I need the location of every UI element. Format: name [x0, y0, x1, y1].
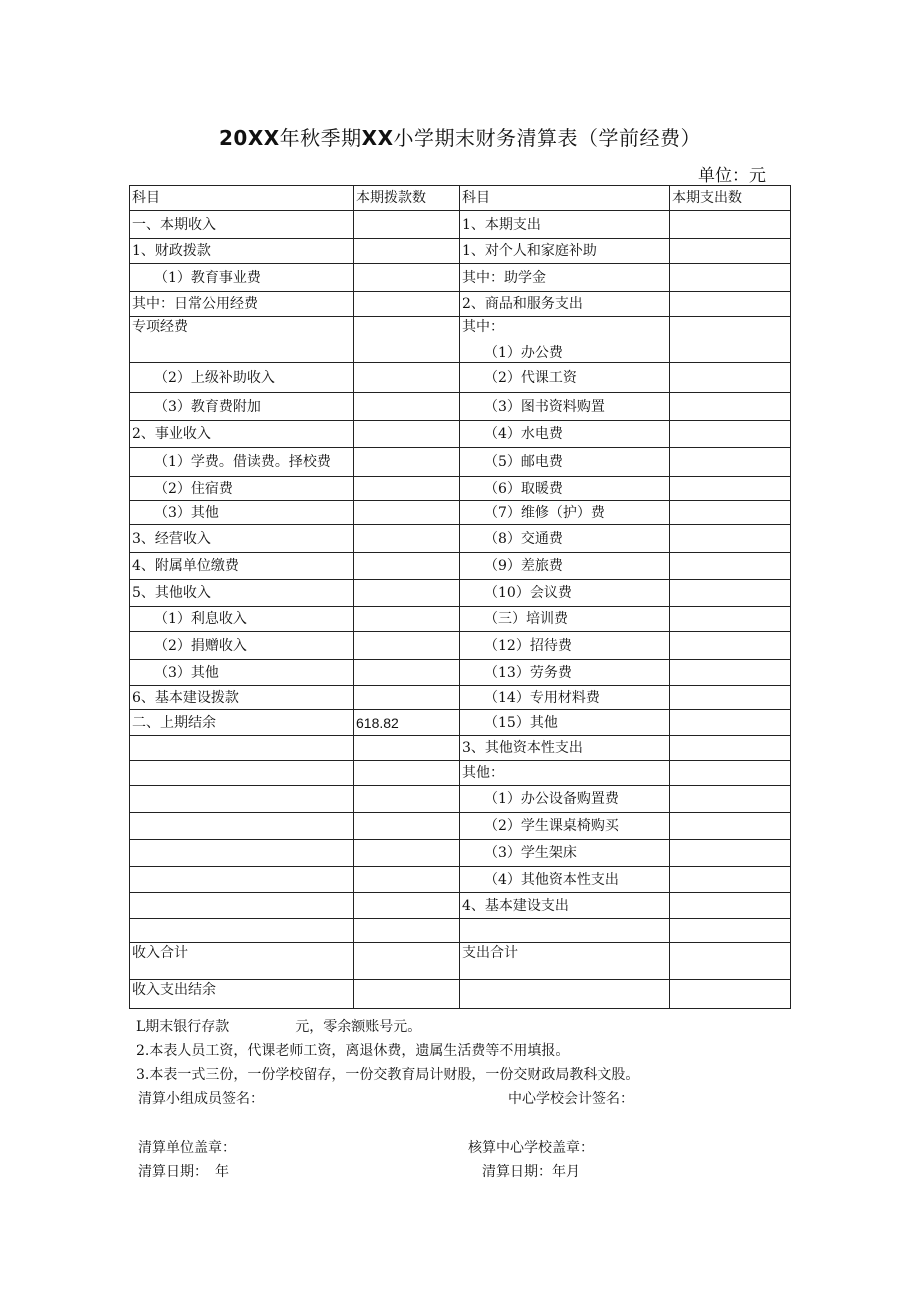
income-subject: （2）上级补助收入 [154, 369, 275, 386]
income-subject-cell [130, 239, 354, 264]
table-row [130, 736, 791, 761]
income-subject: 其中：日常公用经费 [132, 296, 258, 312]
table-row [130, 761, 791, 786]
seal-center: 核算中心学校盖章： [468, 1140, 594, 1156]
income-subject: 一、本期收入 [132, 216, 216, 233]
title-part2: 小学期末财务清算表（学前经费） [393, 126, 701, 150]
income-subject-cell [130, 867, 354, 893]
allocation-amount [354, 553, 460, 580]
unit-label: 单位：元 [698, 166, 766, 186]
income-subject-cell [130, 448, 354, 477]
table-row [130, 211, 791, 239]
expenditure-amount [670, 786, 791, 813]
header-expenditure: 本期支出数 [670, 186, 791, 211]
expenditure-amount [670, 919, 791, 943]
income-subject: 收入支出结余 [132, 982, 216, 998]
expenditure-amount [670, 317, 791, 363]
table-row [130, 501, 791, 525]
expenditure-amount [670, 736, 791, 761]
income-subject-cell [130, 813, 354, 840]
allocation-amount [354, 607, 460, 632]
table-row [130, 292, 791, 317]
expense-subject: 1、本期支出 [462, 216, 541, 233]
income-subject-cell [130, 525, 354, 553]
income-subject-cell [130, 607, 354, 632]
expense-subject: （6）取暖费 [484, 480, 563, 497]
title-school: XX [361, 126, 394, 150]
expense-subject: （8）交通费 [484, 530, 563, 547]
expenditure-amount [670, 893, 791, 919]
income-subject: 6、基本建设拨款 [132, 689, 239, 706]
expense-subject: （14）专用材料费 [484, 689, 600, 706]
expense-subject: （3）图书资料购置 [484, 398, 605, 415]
date-right: 清算日期：年月 [482, 1164, 580, 1180]
income-subject-cell [130, 317, 354, 363]
expenditure-amount [670, 813, 791, 840]
allocation-amount [354, 660, 460, 686]
income-subject: （3）教育费附加 [154, 398, 261, 415]
expenditure-amount [670, 393, 791, 421]
income-subject: （2）捐赠收入 [154, 637, 247, 654]
expense-subject: 支出合计 [462, 945, 518, 961]
allocation-amount [354, 943, 460, 980]
table-row [130, 553, 791, 580]
allocation-amount [354, 448, 460, 477]
note-3: 3.本表一式三份，一份学校留存，一份交教育局计财股，一份交财政局教科文股。 [136, 1067, 640, 1083]
expense-subject: （12）招待费 [484, 637, 572, 654]
table-row [130, 239, 791, 264]
income-subject-cell [130, 710, 354, 736]
expense-subject-cell [460, 840, 670, 867]
income-subject: （1）学费。借读费。择校费 [154, 454, 331, 470]
allocation-amount [354, 919, 460, 943]
table-row [130, 477, 791, 501]
table-row [130, 607, 791, 632]
allocation-amount [354, 580, 460, 607]
allocation-amount [354, 840, 460, 867]
expense-subject-cell [460, 393, 670, 421]
expenditure-amount [670, 525, 791, 553]
expense-subject-cell [460, 980, 670, 1009]
expense-subject-cell [460, 264, 670, 292]
expenditure-amount [670, 710, 791, 736]
expenditure-amount [670, 686, 791, 710]
allocation-amount [354, 786, 460, 813]
expense-subject: 3、其他资本性支出 [462, 740, 583, 756]
note-1-a: L期末银行存款 [136, 1019, 230, 1035]
expenditure-amount [670, 867, 791, 893]
allocation-amount [354, 421, 460, 448]
expenditure-amount [670, 421, 791, 448]
expense-subject-cell [460, 632, 670, 660]
income-subject: （1）教育事业费 [154, 269, 261, 286]
date-left: 清算日期： 年 [138, 1164, 229, 1180]
header-subject-right: 科目 [460, 186, 670, 211]
expense-subject-cell [460, 660, 670, 686]
expenditure-amount [670, 239, 791, 264]
expense-subject-cell [460, 292, 670, 317]
table-row [130, 919, 791, 943]
expenditure-amount [670, 448, 791, 477]
income-subject-cell [130, 840, 354, 867]
table-row [130, 943, 791, 980]
table-row [130, 525, 791, 553]
expenditure-amount [670, 363, 791, 393]
allocation-amount [354, 393, 460, 421]
allocation-amount [354, 867, 460, 893]
page-title [0, 122, 920, 151]
allocation-amount [354, 501, 460, 525]
expenditure-amount [670, 840, 791, 867]
income-subject-cell [130, 501, 354, 525]
expense-subject-cell [460, 867, 670, 893]
expense-subject-cell [460, 710, 670, 736]
allocation-amount [354, 525, 460, 553]
expenditure-amount [670, 211, 791, 239]
expense-subject-sub: （1）办公费 [484, 345, 563, 361]
table-row [130, 393, 791, 421]
allocation-amount [354, 632, 460, 660]
expense-subject: 其中： [462, 319, 504, 335]
allocation-amount: 618.82 [354, 710, 460, 736]
expense-subject: 1、对个人和家庭补助 [462, 243, 597, 259]
allocation-amount [354, 211, 460, 239]
income-subject-cell [130, 553, 354, 580]
expense-subject: （13）劳务费 [484, 664, 572, 681]
allocation-amount [354, 363, 460, 393]
income-subject-cell [130, 943, 354, 980]
income-subject: 3、经营收入 [132, 530, 211, 547]
income-subject-cell [130, 393, 354, 421]
income-subject: （3）其他 [154, 664, 219, 681]
expense-subject: （7）维修（护）费 [484, 504, 605, 521]
income-subject-cell [130, 421, 354, 448]
income-subject-cell [130, 477, 354, 501]
income-subject: 1、财政拨款 [132, 243, 211, 259]
expenditure-amount [670, 292, 791, 317]
income-subject: 收入合计 [132, 945, 188, 961]
expense-subject-cell [460, 580, 670, 607]
expense-subject-cell [460, 239, 670, 264]
table-row [130, 867, 791, 893]
table-row [130, 813, 791, 840]
table-row [130, 421, 791, 448]
expense-subject: （5）邮电费 [484, 454, 563, 470]
table-row [130, 893, 791, 919]
expense-subject-cell [460, 525, 670, 553]
expense-subject: （9）差旅费 [484, 558, 563, 574]
table-row [130, 840, 791, 867]
expense-subject: （三）培训费 [484, 611, 568, 627]
expense-subject-cell [460, 786, 670, 813]
expense-subject-cell [460, 421, 670, 448]
table-row [130, 363, 791, 393]
allocation-amount [354, 686, 460, 710]
income-subject-cell [130, 736, 354, 761]
header-row [130, 186, 791, 211]
expenditure-amount [670, 943, 791, 980]
income-subject: 二、上期结余 [132, 714, 216, 731]
signature-accountant: 中心学校会计签名： [508, 1091, 634, 1107]
expense-subject: （10）会议费 [484, 585, 572, 601]
income-subject-cell [130, 363, 354, 393]
allocation-amount [354, 980, 460, 1009]
table-row [130, 660, 791, 686]
title-part1: 年秋季期 [279, 126, 362, 150]
allocation-amount [354, 761, 460, 786]
expense-subject-cell [460, 211, 670, 239]
expense-subject: （2）学生课桌椅购买 [484, 818, 619, 834]
table-row [130, 317, 791, 363]
table-row [130, 980, 791, 1009]
expense-subject-cell [460, 607, 670, 632]
expense-subject: （4）水电费 [484, 426, 563, 442]
table-row [130, 710, 791, 736]
allocation-amount [354, 292, 460, 317]
header-subject-left: 科目 [130, 186, 354, 211]
expense-subject-cell [460, 893, 670, 919]
allocation-amount [354, 239, 460, 264]
expense-subject: （1）办公设备购置费 [484, 791, 619, 807]
note-2: 2.本表人员工资，代课老师工资，离退休费，遗属生活费等不用填报。 [136, 1043, 570, 1059]
expenditure-amount [670, 477, 791, 501]
income-subject-cell [130, 980, 354, 1009]
table-row [130, 264, 791, 292]
expense-subject: 2、商品和服务支出 [462, 296, 583, 312]
table-row [130, 786, 791, 813]
income-subject: 2、事业收入 [132, 426, 211, 442]
expense-subject-cell [460, 943, 670, 980]
allocation-amount [354, 477, 460, 501]
expense-subject-cell [460, 448, 670, 477]
expenditure-amount [670, 632, 791, 660]
expense-subject-cell [460, 736, 670, 761]
income-subject: （1）利息收入 [154, 611, 247, 627]
income-subject: 4、附属单位缴费 [132, 558, 239, 574]
allocation-amount [354, 317, 460, 363]
expenditure-amount [670, 264, 791, 292]
expense-subject-cell [460, 686, 670, 710]
expense-subject: 4、基本建设支出 [462, 897, 569, 914]
income-subject: （3）其他 [154, 504, 219, 521]
allocation-amount [354, 264, 460, 292]
expense-subject-cell [460, 761, 670, 786]
table-row [130, 448, 791, 477]
title-year: 20XX [218, 126, 280, 150]
expense-subject-cell [460, 501, 670, 525]
allocation-amount [354, 893, 460, 919]
header-allocation: 本期拨款数 [354, 186, 460, 211]
expenditure-amount [670, 761, 791, 786]
income-subject-cell [130, 686, 354, 710]
income-subject-cell [130, 786, 354, 813]
expense-subject: 其中：助学金 [462, 269, 546, 286]
income-subject: 专项经费 [132, 319, 188, 335]
income-subject-cell [130, 264, 354, 292]
expenditure-amount [670, 660, 791, 686]
expense-subject-cell [460, 919, 670, 943]
expense-subject-cell [460, 813, 670, 840]
allocation-amount [354, 736, 460, 761]
note-1 [136, 1016, 421, 1036]
table-row [130, 686, 791, 710]
expense-subject-cell [460, 363, 670, 393]
expense-subject-cell [460, 477, 670, 501]
note-1-b: 元，零余额账号元。 [295, 1019, 422, 1035]
table-row [130, 580, 791, 607]
expenditure-amount [670, 501, 791, 525]
expense-subject-cell [460, 553, 670, 580]
income-subject-cell [130, 893, 354, 919]
expenditure-amount [670, 580, 791, 607]
income-subject-cell [130, 919, 354, 943]
income-subject-cell [130, 660, 354, 686]
settlement-table [129, 185, 791, 1009]
expense-subject: （3）学生架床 [484, 845, 577, 861]
income-subject-cell [130, 580, 354, 607]
table-row [130, 632, 791, 660]
seal-unit: 清算单位盖章： [138, 1140, 236, 1156]
allocation-amount [354, 813, 460, 840]
expense-subject: （2）代课工资 [484, 369, 577, 386]
expense-subject: （15）其他 [484, 714, 558, 731]
expense-subject-cell [460, 317, 670, 363]
expenditure-amount [670, 607, 791, 632]
signature-team: 清算小组成员签名： [138, 1091, 264, 1107]
income-subject-cell [130, 761, 354, 786]
income-subject-cell [130, 632, 354, 660]
income-subject-cell [130, 292, 354, 317]
expenditure-amount [670, 553, 791, 580]
income-subject: （2）住宿费 [154, 480, 233, 497]
income-subject: 5、其他收入 [132, 585, 211, 601]
expense-subject: （4）其他资本性支出 [484, 871, 619, 888]
expenditure-amount [670, 980, 791, 1009]
income-subject-cell [130, 211, 354, 239]
expense-subject: 其他： [462, 765, 504, 781]
